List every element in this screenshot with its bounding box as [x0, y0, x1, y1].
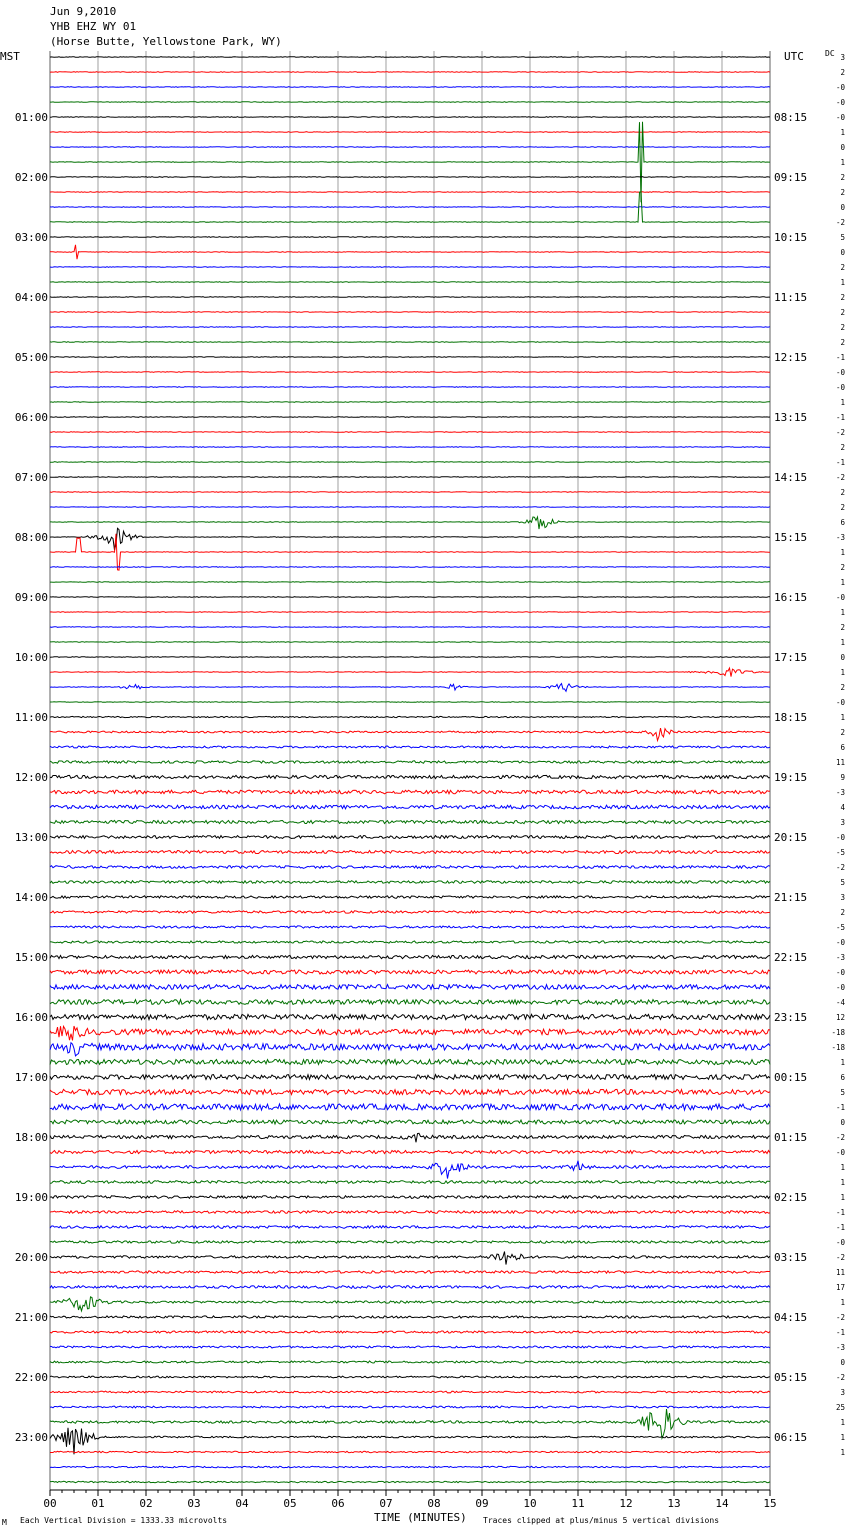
x-tick-label: 04	[235, 1497, 249, 1510]
seismic-trace-row	[50, 1406, 770, 1408]
utc-hour-label: 23:15	[774, 1011, 808, 1024]
dc-offset-label: 1	[840, 638, 845, 647]
seismic-trace-row	[50, 1120, 770, 1124]
dc-offset-label: 4	[840, 803, 845, 812]
seismic-trace-row	[50, 1196, 770, 1199]
seismic-trace-row	[50, 528, 770, 550]
seismic-trace-row	[50, 1089, 770, 1094]
mst-hour-label: 10:00	[14, 651, 48, 664]
seismic-trace-row	[50, 1316, 770, 1318]
x-tick-label: 11	[571, 1497, 585, 1510]
seismic-trace-row	[50, 1391, 770, 1393]
mst-hour-label: 19:00	[14, 1191, 48, 1204]
seismic-trace-row	[50, 327, 770, 328]
dc-offset-label: -2	[835, 863, 845, 872]
seismic-trace-row	[50, 970, 770, 974]
x-tick-label: 07	[379, 1497, 393, 1510]
seismic-trace-row	[50, 1150, 770, 1153]
dc-offset-label: 2	[840, 623, 845, 632]
mst-hour-label: 22:00	[14, 1371, 48, 1384]
dc-offset-label: 1	[840, 668, 845, 677]
seismic-trace-row	[50, 1226, 770, 1229]
dc-offset-label: 1	[840, 158, 845, 167]
dc-offset-label: 9	[840, 773, 845, 782]
mst-hour-label: 07:00	[14, 471, 48, 484]
mst-hour-label: 18:00	[14, 1131, 48, 1144]
dc-offset-label: -1	[835, 1208, 845, 1217]
dc-offset-label: -2	[835, 1373, 845, 1382]
seismic-trace-row	[50, 657, 770, 658]
seismic-trace-row	[50, 1297, 770, 1311]
utc-hour-label: 20:15	[774, 831, 808, 844]
seismic-trace-row	[50, 955, 770, 958]
seismic-trace-row	[50, 102, 770, 103]
utc-hour-label: 18:15	[774, 711, 808, 724]
seismic-trace-row	[50, 312, 770, 313]
dc-offset-label: 3	[840, 818, 845, 827]
seismic-trace-row	[50, 117, 770, 118]
x-tick-label: 05	[283, 1497, 297, 1510]
dc-offset-label: 1	[840, 278, 845, 287]
dc-offset-label: 1	[840, 128, 845, 137]
x-tick-label: 01	[91, 1497, 105, 1510]
dc-offset-label: 11	[835, 758, 845, 767]
utc-hour-label: 08:15	[774, 111, 808, 124]
seismic-trace-row	[50, 462, 770, 463]
utc-hour-label: 05:15	[774, 1371, 808, 1384]
seismic-trace-row	[50, 245, 770, 259]
dc-offset-label: 1	[840, 1163, 845, 1172]
utc-hour-label: 13:15	[774, 411, 808, 424]
mst-hour-label: 11:00	[14, 711, 48, 724]
corner-mark: M	[2, 1518, 7, 1527]
dc-offset-label: -1	[835, 458, 845, 467]
clip-note: Traces clipped at plus/minus 5 vertical divisions	[483, 1516, 720, 1525]
utc-hour-label: 10:15	[774, 231, 808, 244]
dc-offset-label: 2	[840, 308, 845, 317]
utc-hour-label: 01:15	[774, 1131, 808, 1144]
seismic-trace-row	[50, 432, 770, 433]
x-tick-label: 14	[715, 1497, 729, 1510]
x-tick-label: 09	[475, 1497, 489, 1510]
seismic-trace-row	[50, 985, 770, 990]
mst-hour-label: 23:00	[14, 1431, 48, 1444]
dc-offset-label: 1	[840, 1193, 845, 1202]
dc-offset-label: 2	[840, 683, 845, 692]
dc-offset-label: -18	[831, 1043, 845, 1052]
seismic-trace-row	[50, 567, 770, 568]
dc-offset-label: -0	[835, 1238, 845, 1247]
seismic-trace-row	[50, 1361, 770, 1363]
x-tick-label: 13	[667, 1497, 681, 1510]
seismic-trace-row	[50, 668, 770, 677]
dc-offset-label: -0	[835, 698, 845, 707]
seismic-trace-row	[50, 941, 770, 943]
dc-offset-label: 3	[840, 53, 845, 62]
dc-offset-label: 0	[840, 1358, 845, 1367]
mst-hour-label: 08:00	[14, 531, 48, 544]
dc-offset-label: 1	[840, 1058, 845, 1067]
dc-offset-label: 1	[840, 1178, 845, 1187]
dc-offset-label: 5	[840, 1088, 845, 1097]
dc-offset-label: 2	[840, 68, 845, 77]
mst-hour-label: 02:00	[14, 171, 48, 184]
seismic-trace-row	[50, 1181, 770, 1184]
dc-offset-label: 6	[840, 1073, 845, 1082]
dc-offset-label: 2	[840, 188, 845, 197]
dc-offset-label: 2	[840, 263, 845, 272]
dc-offset-label: -1	[835, 353, 845, 362]
seismic-trace-row	[50, 192, 770, 193]
seismic-trace-row	[50, 851, 770, 854]
dc-offset-label: 1	[840, 578, 845, 587]
seismic-trace-row	[50, 132, 770, 133]
dc-offset-label: 2	[840, 173, 845, 182]
dc-offset-label: 1	[840, 1418, 845, 1427]
mst-hour-label: 01:00	[14, 111, 48, 124]
utc-hour-label: 21:15	[774, 891, 808, 904]
dc-offset-label: 0	[840, 248, 845, 257]
seismic-trace-row	[50, 1043, 770, 1056]
seismic-trace-row	[50, 1059, 770, 1064]
utc-hour-label: 16:15	[774, 591, 808, 604]
dc-offset-label: -4	[835, 998, 845, 1007]
seismic-trace-row	[50, 122, 770, 202]
seismic-trace-row	[50, 582, 770, 583]
dc-offset-label: -2	[835, 1313, 845, 1322]
seismic-trace-row	[50, 790, 770, 794]
dc-offset-label: 2	[840, 728, 845, 737]
seismic-trace-row	[50, 1409, 770, 1438]
utc-hour-label: 22:15	[774, 951, 808, 964]
x-tick-label: 08	[427, 1497, 441, 1510]
seismic-trace-row	[50, 1271, 770, 1273]
seismic-trace-row	[50, 702, 770, 703]
seismic-trace-row	[50, 746, 770, 748]
dc-offset-label: 2	[840, 293, 845, 302]
x-axis-title: TIME (MINUTES)	[374, 1511, 467, 1524]
utc-hour-label: 14:15	[774, 471, 808, 484]
seismic-trace-row	[50, 820, 770, 823]
seismic-trace-row	[50, 1331, 770, 1333]
seismic-trace-row	[50, 534, 770, 570]
dc-offset-label: -2	[835, 473, 845, 482]
dc-offset-label: -0	[835, 593, 845, 602]
seismic-trace-row	[50, 1252, 770, 1265]
seismic-trace-row	[50, 1466, 770, 1467]
dc-offset-label: 2	[840, 443, 845, 452]
seismic-trace-row	[50, 517, 770, 529]
x-tick-label: 02	[139, 1497, 153, 1510]
utc-hour-label: 02:15	[774, 1191, 808, 1204]
dc-offset-label: 2	[840, 908, 845, 917]
dc-offset-label: 0	[840, 653, 845, 662]
seismic-trace-row	[50, 267, 770, 268]
left-timezone-label: MST	[0, 50, 20, 63]
x-tick-label: 03	[187, 1497, 201, 1510]
dc-offset-label: -0	[835, 938, 845, 947]
dc-offset-label: -2	[835, 1133, 845, 1142]
seismic-trace-row	[50, 642, 770, 643]
dc-offset-label: 25	[835, 1403, 845, 1412]
seismic-trace-row	[50, 836, 770, 839]
utc-hour-label: 00:15	[774, 1071, 808, 1084]
dc-offset-label: -0	[835, 833, 845, 842]
seismic-trace-row	[50, 72, 770, 73]
utc-hour-label: 06:15	[774, 1431, 808, 1444]
chart-date: Jun 9,2010	[50, 5, 117, 18]
dc-offset-label: -2	[835, 1253, 845, 1262]
x-tick-label: 12	[619, 1497, 633, 1510]
seismic-trace-row	[50, 342, 770, 343]
seismic-trace-row	[50, 372, 770, 373]
seismic-trace-row	[50, 911, 770, 913]
seismic-trace-row	[50, 728, 770, 740]
dc-offset-label: -1	[835, 1103, 845, 1112]
x-tick-label: 00	[43, 1497, 57, 1510]
seismic-trace-row	[50, 716, 770, 717]
seismic-trace-row	[50, 1241, 770, 1243]
utc-hour-label: 09:15	[774, 171, 808, 184]
dc-offset-label: 5	[840, 878, 845, 887]
seismic-trace-row	[50, 1451, 770, 1452]
dc-offset-label: -0	[835, 983, 845, 992]
dc-offset-label: 1	[840, 1433, 845, 1442]
dc-offset-label: -18	[831, 1028, 845, 1037]
seismic-trace-row	[50, 402, 770, 403]
dc-offset-label: 6	[840, 518, 845, 527]
dc-offset-label: -3	[835, 788, 845, 797]
x-tick-label: 15	[763, 1497, 777, 1510]
seismic-trace-row	[50, 1286, 770, 1289]
dc-offset-label: 1	[840, 713, 845, 722]
seismic-trace-row	[50, 1346, 770, 1348]
dc-offset-label: -0	[835, 383, 845, 392]
dc-offset-label: 5	[840, 233, 845, 242]
dc-offset-label: -2	[835, 218, 845, 227]
seismic-trace-row	[50, 417, 770, 418]
utc-hour-label: 11:15	[774, 291, 808, 304]
dc-offset-label: 1	[840, 1298, 845, 1307]
dc-offset-label: -5	[835, 848, 845, 857]
utc-hour-label: 19:15	[774, 771, 808, 784]
seismic-trace-row	[50, 147, 770, 148]
dc-offset-label: 11	[835, 1268, 845, 1277]
seismic-trace-row	[50, 1000, 770, 1005]
seismic-trace-row	[50, 207, 770, 208]
dc-offset-label: 0	[840, 1118, 845, 1127]
dc-offset-label: -0	[835, 113, 845, 122]
mst-hour-label: 15:00	[14, 951, 48, 964]
seismic-trace-row	[50, 1211, 770, 1214]
utc-hour-label: 04:15	[774, 1311, 808, 1324]
seismic-trace-row	[50, 297, 770, 298]
seismic-trace-row	[50, 761, 770, 763]
mst-hour-label: 12:00	[14, 771, 48, 784]
seismic-trace-row	[50, 87, 770, 88]
station-location: (Horse Butte, Yellowstone Park, WY)	[50, 35, 282, 48]
seismic-trace-row	[50, 237, 770, 238]
seismic-trace-row	[50, 775, 770, 778]
dc-offset-label: -1	[835, 413, 845, 422]
seismic-trace-row	[50, 447, 770, 448]
seismic-trace-row	[50, 1014, 770, 1019]
dc-offset-label: 1	[840, 398, 845, 407]
dc-offset-label: -3	[835, 533, 845, 542]
dc-offset-label: 1	[840, 548, 845, 557]
seismic-trace-row	[50, 477, 770, 478]
seismic-trace-row	[50, 684, 770, 692]
scale-note: Each Vertical Division = 1333.33 microvolts	[20, 1516, 228, 1525]
mst-hour-label: 04:00	[14, 291, 48, 304]
seismic-trace-row	[50, 387, 770, 388]
seismic-trace-row	[50, 177, 770, 178]
seismic-trace-row	[50, 926, 770, 928]
dc-offset-label: 3	[840, 1388, 845, 1397]
mst-hour-label: 16:00	[14, 1011, 48, 1024]
dc-offset-label: 1	[840, 1448, 845, 1457]
seismic-trace-row	[50, 896, 770, 898]
dc-offset-label: 2	[840, 488, 845, 497]
x-tick-label: 06	[331, 1497, 345, 1510]
mst-hour-label: 05:00	[14, 351, 48, 364]
dc-header-label: DC	[825, 49, 835, 58]
seismic-trace-row	[50, 507, 770, 508]
mst-hour-label: 14:00	[14, 891, 48, 904]
dc-offset-label: -0	[835, 83, 845, 92]
dc-offset-label: 2	[840, 323, 845, 332]
dc-offset-label: -5	[835, 923, 845, 932]
seismic-trace-row	[50, 1133, 770, 1142]
utc-hour-label: 03:15	[774, 1251, 808, 1264]
seismic-trace-row	[50, 1481, 770, 1482]
utc-hour-label: 17:15	[774, 651, 808, 664]
mst-hour-label: 21:00	[14, 1311, 48, 1324]
dc-offset-label: -0	[835, 968, 845, 977]
mst-hour-label: 06:00	[14, 411, 48, 424]
mst-hour-label: 13:00	[14, 831, 48, 844]
seismic-trace-row	[50, 597, 770, 598]
mst-hour-label: 20:00	[14, 1251, 48, 1264]
dc-offset-label: 0	[840, 143, 845, 152]
dc-offset-label: -3	[835, 1343, 845, 1352]
utc-hour-label: 12:15	[774, 351, 808, 364]
seismic-trace-row	[50, 1104, 770, 1110]
dc-offset-label: -0	[835, 1148, 845, 1157]
dc-offset-label: 2	[840, 338, 845, 347]
seismic-trace-row	[50, 357, 770, 358]
dc-offset-label: 2	[840, 503, 845, 512]
dc-offset-label: -0	[835, 368, 845, 377]
x-tick-label: 10	[523, 1497, 537, 1510]
dc-offset-label: 0	[840, 203, 845, 212]
seismic-trace-row	[50, 612, 770, 613]
seismic-trace-row	[50, 492, 770, 493]
dc-offset-label: 2	[840, 563, 845, 572]
right-timezone-label: UTC	[784, 50, 804, 63]
dc-offset-label: 12	[835, 1013, 845, 1022]
dc-offset-label: 6	[840, 743, 845, 752]
dc-offset-label: -1	[835, 1328, 845, 1337]
dc-offset-label: -3	[835, 953, 845, 962]
dc-offset-label: -1	[835, 1223, 845, 1232]
seismic-trace-row	[50, 627, 770, 628]
dc-offset-label: -0	[835, 98, 845, 107]
seismic-trace-row	[50, 866, 770, 869]
utc-hour-label: 15:15	[774, 531, 808, 544]
dc-offset-label: 17	[835, 1283, 845, 1292]
mst-hour-label: 03:00	[14, 231, 48, 244]
dc-offset-label: 3	[840, 893, 845, 902]
seismic-trace-row	[50, 1376, 770, 1378]
dc-offset-label: 1	[840, 608, 845, 617]
seismic-trace-row	[50, 1161, 770, 1179]
mst-hour-label: 09:00	[14, 591, 48, 604]
seismic-trace-row	[50, 881, 770, 884]
station-code: YHB EHZ WY 01	[50, 20, 137, 33]
seismic-trace-row	[50, 57, 770, 58]
mst-hour-label: 17:00	[14, 1071, 48, 1084]
seismic-trace-row	[50, 805, 770, 809]
dc-offset-label: -2	[835, 428, 845, 437]
seismic-trace-row	[50, 1428, 770, 1455]
seismic-trace-row	[50, 1026, 770, 1040]
seismic-trace-row	[50, 1075, 770, 1080]
seismic-trace-row	[50, 282, 770, 283]
